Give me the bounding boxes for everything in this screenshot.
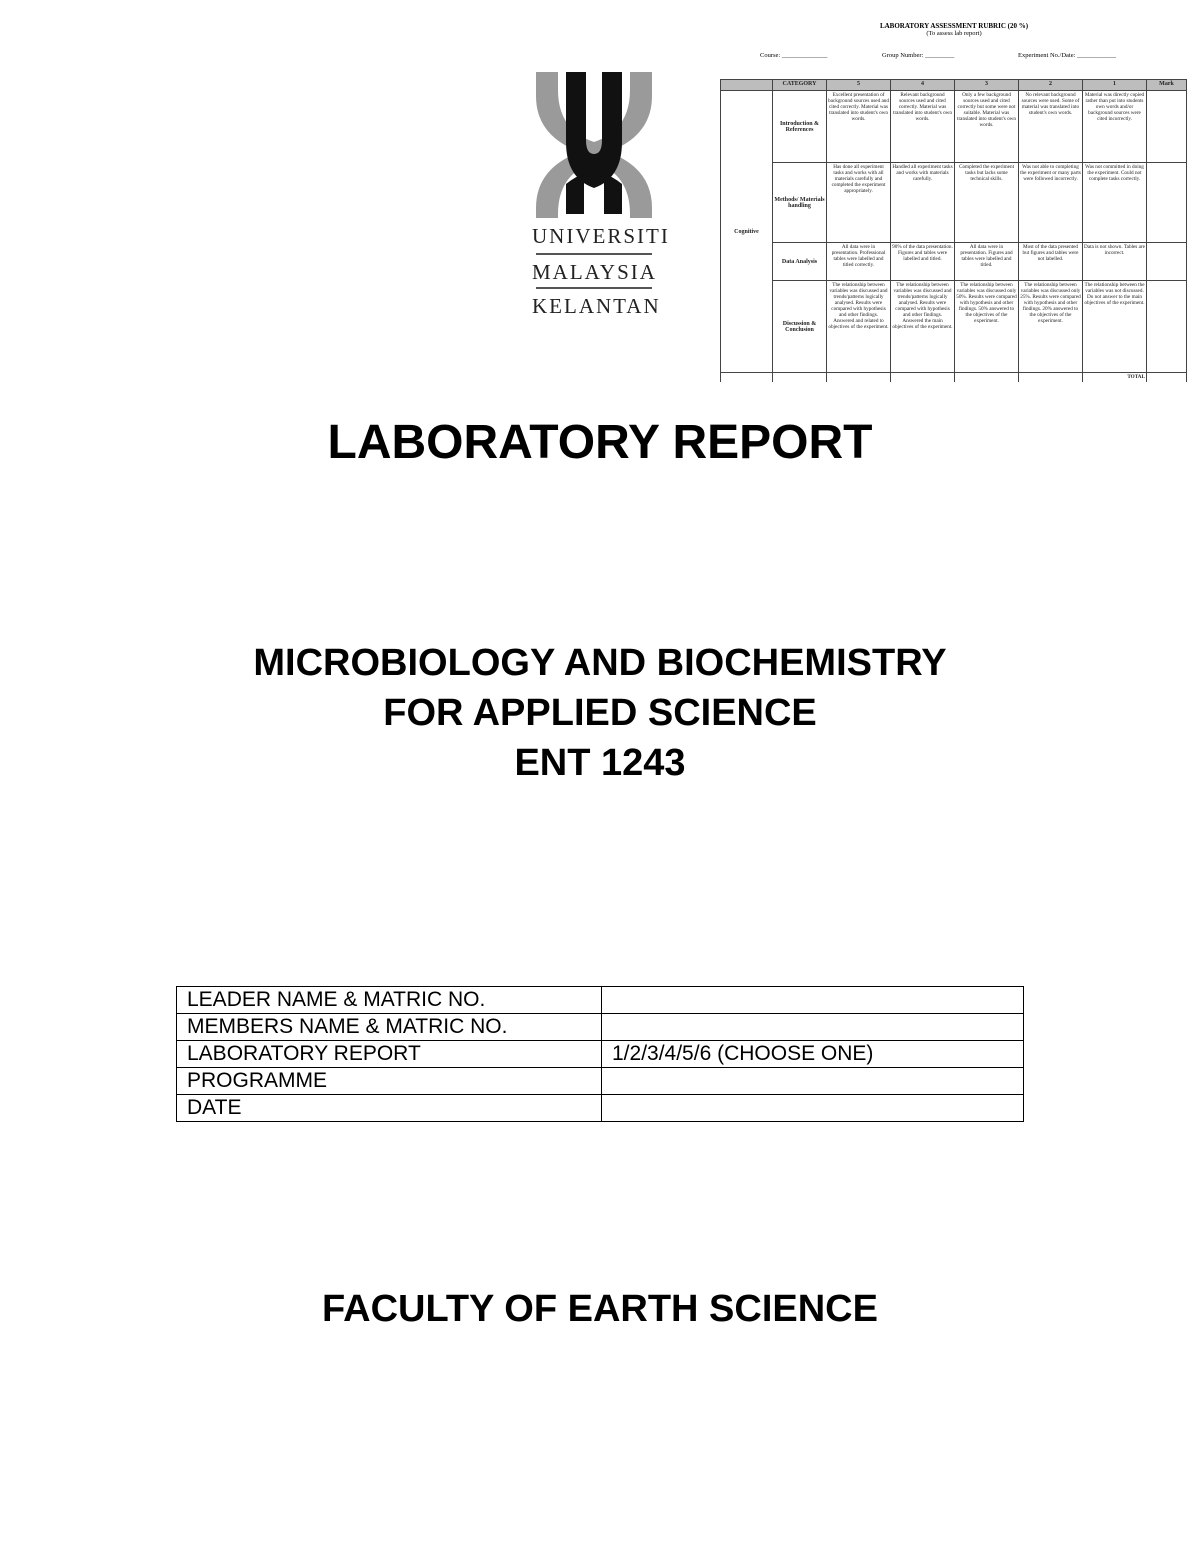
course-title — [0, 638, 1200, 788]
lab-report-label: LABORATORY REPORT — [177, 1041, 602, 1068]
rubric-header: 5 — [827, 80, 891, 91]
rubric-cell: The relationship between variables was discussed and trends/patterns logically analysed. Results were compared with hypothesis and other findings. Answered and related to objectives of the experiment. — [827, 281, 891, 373]
leader-name-field[interactable] — [602, 987, 1024, 1014]
rubric-cell: Relevant background sources used and cited correctly. Material was translated into student's own words. — [891, 91, 955, 163]
rubric-cell: The relationship between variables was discussed only 25%. Results were compared with hypothesis and other findings. 20% answered to the objectives of the experiment. — [1019, 281, 1083, 373]
rubric-cell: No relevant background sources were used. Some of material was translated into student's own words. — [1019, 91, 1083, 163]
rubric-header: 1 — [1083, 80, 1147, 91]
rubric-field-experiment: Experiment No./Date: ____________ — [1018, 52, 1117, 59]
umk-emblem-icon — [532, 68, 656, 218]
rubric-cell — [721, 373, 773, 383]
rubric-cell: Completed the experiment tasks but lacks some technical skills. — [955, 163, 1019, 243]
rubric-cell — [1019, 373, 1083, 383]
rubric-table — [720, 79, 1187, 382]
rubric-cell — [891, 373, 955, 383]
programme-field[interactable] — [602, 1068, 1024, 1095]
rubric-header: 2 — [1019, 80, 1083, 91]
rubric-cell — [827, 373, 891, 383]
rubric-header: CATEGORY — [773, 80, 827, 91]
table-row — [177, 1041, 1024, 1068]
rubric-total-row — [721, 373, 1187, 383]
rubric-header: Mark — [1147, 80, 1187, 91]
rubric-mark-cell — [1147, 163, 1187, 243]
rubric-header — [721, 80, 773, 91]
members-name-field[interactable] — [602, 1014, 1024, 1041]
report-info-table — [176, 986, 1024, 1122]
rubric-cell: The relationship between the variables was not discussed. Do not answer to the main objectives of the experiment. — [1083, 281, 1147, 373]
rubric-domain: Cognitive — [721, 91, 773, 373]
course-code: ENT 1243 — [514, 742, 686, 784]
rubric-header-row — [721, 80, 1187, 91]
rubric-mark-cell — [1147, 91, 1187, 163]
course-title-line: FOR APPLIED SCIENCE — [383, 692, 817, 734]
rubric-cell: Only a few background sources used and cited correctly but some were not suitable. Material was translated into student's own words. — [955, 91, 1019, 163]
rubric-header: 3 — [955, 80, 1019, 91]
logo-line-malaysia: MALAYSIA — [532, 260, 657, 284]
rubric-category: Discussion & Conclusion — [773, 281, 827, 373]
university-logo — [532, 68, 670, 318]
rubric-category: Data Analysis — [773, 243, 827, 281]
logo-line-universiti: UNIVERSITI — [532, 224, 670, 248]
assessment-rubric-image — [720, 22, 1188, 382]
rubric-cell: Has done all experiment tasks and works with all materials carefully and completed the experiment appropriately. — [827, 163, 891, 243]
rubric-mark-cell — [1147, 281, 1187, 373]
rubric-cell — [955, 373, 1019, 383]
date-label: DATE — [177, 1095, 602, 1122]
table-row — [177, 1068, 1024, 1095]
table-row — [177, 1095, 1024, 1122]
rubric-row — [721, 281, 1187, 373]
rubric-subtitle: (To assess lab report) — [926, 30, 982, 37]
rubric-cell: Was not able to completing the experiment or many parts were followed incorrectly. — [1019, 163, 1083, 243]
course-title-line: MICROBIOLOGY AND BIOCHEMISTRY — [253, 642, 947, 684]
rubric-cell: All data were in presentation. Figures and tables were labelled and titled. — [955, 243, 1019, 281]
table-row — [177, 987, 1024, 1014]
rubric-cell: The relationship between variables was discussed only 50%. Results were compared with hypothesis and other findings. 50% answered to the objectives of the experiment. — [955, 281, 1019, 373]
programme-label: PROGRAMME — [177, 1068, 602, 1095]
rubric-category: Introduction & References — [773, 91, 827, 163]
report-title: LABORATORY REPORT — [327, 416, 873, 469]
rubric-mark-cell — [1147, 243, 1187, 281]
faculty-title: FACULTY OF EARTH SCIENCE — [322, 1288, 878, 1330]
rubric-field-group: Group Number: _________ — [882, 52, 955, 59]
rubric-cell: Most of the data presented but figures and tables were not labelled. — [1019, 243, 1083, 281]
lab-report-field[interactable]: 1/2/3/4/5/6 (CHOOSE ONE) — [602, 1041, 1024, 1068]
rubric-cell — [773, 373, 827, 383]
rubric-title: LABORATORY ASSESSMENT RUBRIC (20 %) — [879, 22, 1029, 30]
rubric-cell: Was not committed in doing the experiment. Could not complete tasks correctly. — [1083, 163, 1147, 243]
table-row — [177, 1014, 1024, 1041]
rubric-cell: Handled all experiment tasks and works with materials carefully. — [891, 163, 955, 243]
rubric-cell: 90% of the data presentation. Figures and tables were labelled and titled. — [891, 243, 955, 281]
date-field[interactable] — [602, 1095, 1024, 1122]
rubric-cell: Material was directly copied rather than put into students own words and/or background sources were cited incorrectly. — [1083, 91, 1147, 163]
logo-divider — [536, 253, 652, 255]
leader-name-label: LEADER NAME & MATRIC NO. — [177, 987, 602, 1014]
rubric-cell: The relationship between variables was discussed and trends/patterns logically analysed. Results were compared with hypothesis and other findings. Answered the main objectives of the experiment. — [891, 281, 955, 373]
rubric-row — [721, 243, 1187, 281]
rubric-header: 4 — [891, 80, 955, 91]
rubric-cell: Excellent presentation of background sources used and cited correctly. Material was translated into student's own words. — [827, 91, 891, 163]
logo-divider — [536, 287, 652, 289]
logo-line-kelantan: KELANTAN — [532, 294, 661, 318]
rubric-cell: All data were in presentation. Professional tables were labelled and titled correctly. — [827, 243, 891, 281]
members-name-label: MEMBERS NAME & MATRIC NO. — [177, 1014, 602, 1041]
rubric-field-course: Course: ______________ — [760, 52, 828, 59]
rubric-cell: Data is not shown. Tables are incorrect. — [1083, 243, 1147, 281]
rubric-row — [721, 163, 1187, 243]
rubric-total-mark — [1147, 373, 1187, 383]
rubric-category: Methods/ Materials handling — [773, 163, 827, 243]
rubric-row — [721, 91, 1187, 163]
rubric-total-label: TOTAL — [1083, 373, 1147, 383]
